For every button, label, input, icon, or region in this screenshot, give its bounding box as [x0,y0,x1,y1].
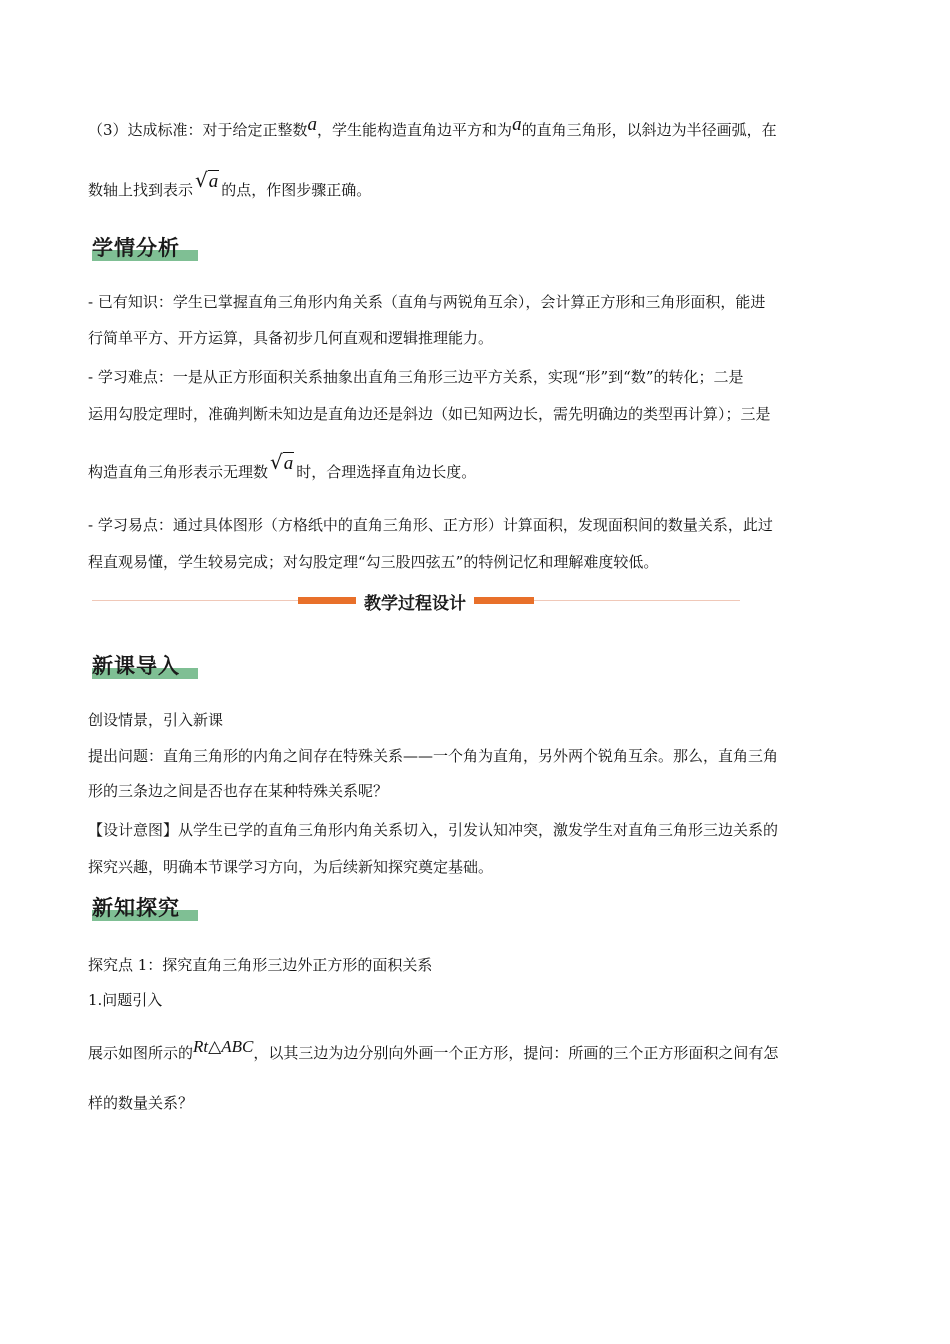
section-heading-explore: 新知探究 [92,892,180,926]
analysis-difficult-line-2: 运用勾股定理时，准确判断未知边是直角边还是斜边（如已知两边长，需先明确边的类型再计算）；三是 [88,405,771,423]
intro-line-3: 形的三条边之间是否也存在某种特殊关系呢？ [88,782,389,800]
standard-line-1: （3）达成标准：对于给定正整数a，学生能构造直角边平方和为a的直角三角形，以斜边为半径画弧，在 [88,114,777,139]
sqrt-a: √a [195,168,219,192]
variable-a: a [512,114,522,135]
design-intent-line-2: 探究兴趣，明确本节课学习方向，为后续新知探究奠定基础。 [88,858,494,876]
analysis-known-line-1: - 已有知识：学生已掌握直角三角形内角关系（直角与两锐角互余），会计算正方形和三角形面积，能进 [88,293,766,311]
standard-line-2: 数轴上找到表示 √a 的点，作图步骤正确。 [88,168,372,199]
divider-accent-right [474,597,534,604]
analysis-easy-line-2: 程直观易懂，学生较易完成；对勾股定理“勾三股四弦五”的特例记忆和理解难度较低。 [88,553,659,571]
explore-question-line-2: 样的数量关系？ [88,1094,194,1112]
section-heading-intro: 新课导入 [92,650,180,684]
explore-question-line-1: 展示如图所示的Rt△ABC，以其三边为边分别向外画一个正方形，提问：所画的三个正方形面积之间有怎 [88,1037,779,1062]
analysis-difficult-line-1: - 学习难点：一是从正方形面积关系抽象出直角三角形三边平方关系，实现“形”到“数”的转化；二是 [88,368,744,386]
sqrt-a: √a [270,450,294,474]
analysis-easy-line-1: - 学习易点：通过具体图形（方格纸中的直角三角形、正方形）计算面积，发现面积间的数量关系，此过 [88,516,773,534]
divider-title: 教学过程设计 [356,589,474,614]
triangle-notation: Rt△ABC [193,1037,254,1056]
intro-line-1: 创设情景，引入新课 [88,711,224,729]
section-heading-analysis: 学情分析 [92,232,180,266]
explore-subheading: 1.问题引入 [88,991,163,1009]
teaching-process-divider [92,590,740,614]
analysis-known-line-2: 行简单平方、开方运算，具备初步几何直观和逻辑推理能力。 [88,329,494,347]
divider-accent-left [298,597,356,604]
explore-point-title: 探究点 1：探究直角三角形三边外正方形的面积关系 [88,956,433,974]
analysis-difficult-line-3: 构造直角三角形表示无理数 √a 时，合理选择直角边长度。 [88,450,477,481]
intro-line-2: 提出问题：直角三角形的内角之间存在特殊关系——一个角为直角，另外两个锐角互余。那么，直角三角 [88,747,779,765]
design-intent-line-1: 【设计意图】从学生已学的直角三角形内角关系切入，引发认知冲突，激发学生对直角三角形三边关系的 [88,821,779,839]
variable-a: a [307,114,318,135]
